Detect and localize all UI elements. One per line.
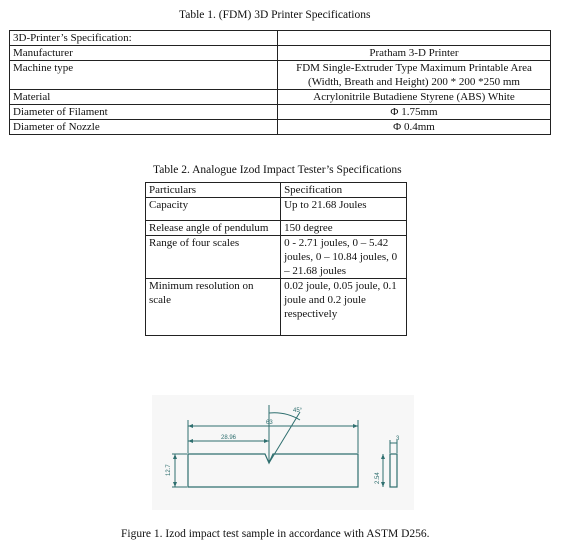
- table-cell: 0.02 joule, 0.05 joule, 0.1 joule and 0.2 joule respectively: [281, 279, 407, 336]
- table-cell: Material: [10, 90, 278, 105]
- height-label: 12.7: [166, 464, 172, 476]
- notch-position-label: 28.96: [221, 435, 237, 441]
- figure-caption: Figure 1. Izod impact test sample in accordance with ASTM D256.: [121, 528, 430, 540]
- table-cell: Φ 1.75mm: [278, 105, 551, 120]
- thickness-label: 3: [396, 436, 400, 442]
- table-cell: 0 - 2.71 joules, 0 – 5.42 joules, 0 – 10.84 joules, 0 – 21.68 joules: [281, 236, 407, 279]
- table-cell: Up to 21.68 Joules: [281, 198, 407, 221]
- table-cell: Diameter of Nozzle: [10, 120, 278, 135]
- table-cell: Capacity: [146, 198, 281, 221]
- table-cell: Acrylonitrile Butadiene Styrene (ABS) White: [278, 90, 551, 105]
- table-cell: Machine type: [10, 61, 278, 90]
- table-cell: Manufacturer: [10, 46, 278, 61]
- table-cell: Release angle of pendulum: [146, 221, 281, 236]
- table-cell: Φ 0.4mm: [278, 120, 551, 135]
- table-cell: Pratham 3-D Printer: [278, 46, 551, 61]
- table-cell: Minimum resolution on scale: [146, 279, 281, 336]
- length-label: 63: [266, 420, 273, 426]
- width-label: 2.54: [375, 472, 381, 484]
- table-cell: FDM Single-Extruder Type Maximum Printable Area (Width, Breath and Height) 200 * 200 *250 mm: [278, 61, 551, 90]
- table-header-cell: Specification: [281, 183, 407, 198]
- angle-label: 45°: [293, 408, 303, 414]
- table-header-cell: 3D-Printer’s Specification:: [10, 31, 278, 46]
- table-cell: Diameter of Filament: [10, 105, 278, 120]
- table2-caption: Table 2. Analogue Izod Impact Tester’s Specifications: [153, 164, 402, 176]
- table1-caption: Table 1. (FDM) 3D Printer Specifications: [179, 9, 371, 21]
- table-cell: Range of four scales: [146, 236, 281, 279]
- table-header-cell: Particulars: [146, 183, 281, 198]
- table-cell: 150 degree: [281, 221, 407, 236]
- drawing-background: [152, 395, 414, 510]
